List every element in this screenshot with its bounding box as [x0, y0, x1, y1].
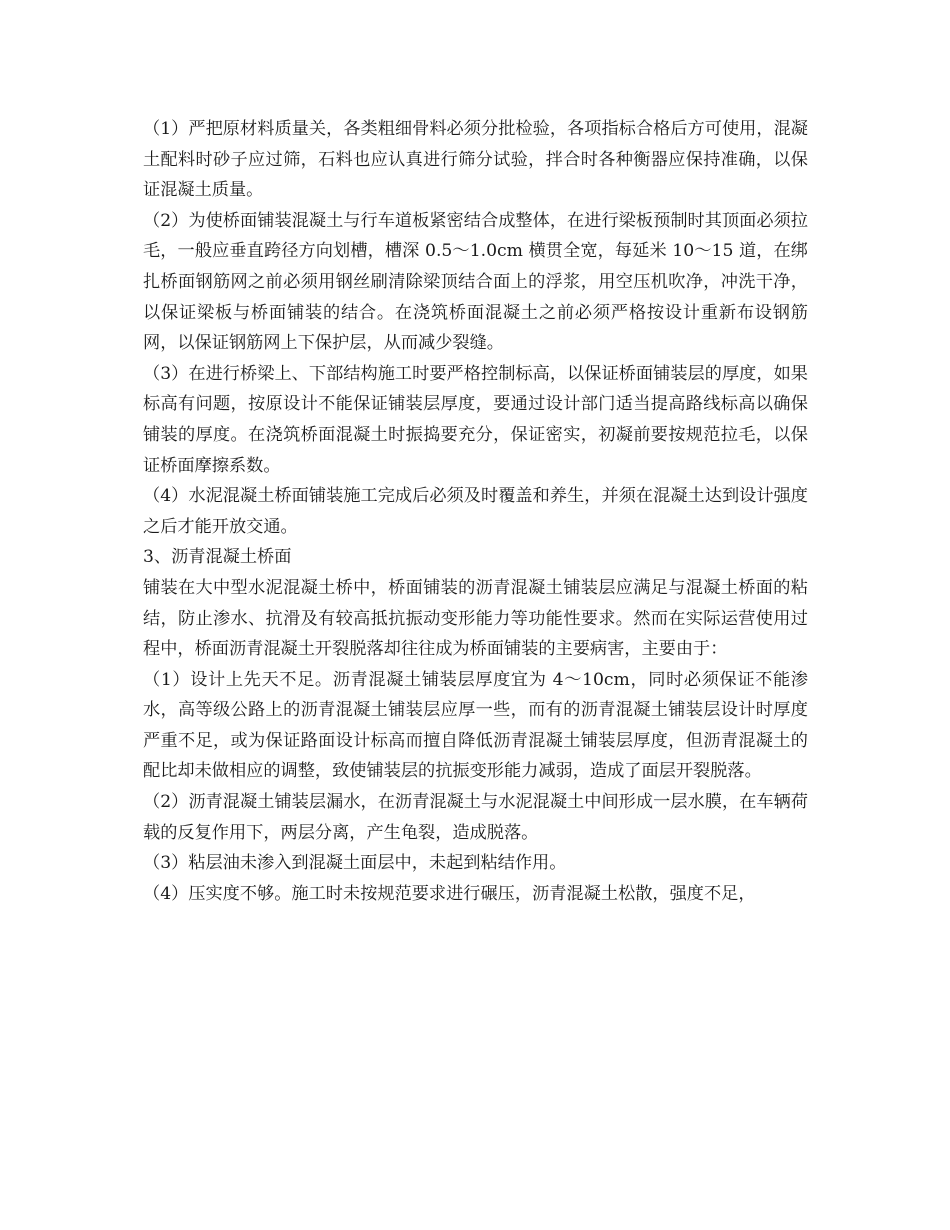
paragraph-elevation-control: （3）在进行桥梁上、下部结构施工时要严格控制标高，以保证桥面铺装层的厚度，如果标高有问题，按原设计不能保证铺装层厚度，要通过设计部门适当提高路线标高以确保铺装的厚度。在浇筑桥面混凝土时振捣要充分，保证密实，初凝前要按规范拉毛，以保证桥面摩擦系数。	[143, 363, 808, 476]
paragraph-design-deficiency: （1）设计上先天不足。沥青混凝土铺装层厚度宜为 4～10cm，同时必须保证不能渗水，高等级公路上的沥青混凝土铺装层应厚一些，而有的沥青混凝土铺装层设计时厚度严重不足，或为保证路面设计标高而擅自降低沥青混凝土铺装层厚度，但沥青混凝土的配比却未做相应的调整，致使铺装层的抗振变形能力减弱，造成了面层开裂脱落。	[143, 669, 808, 782]
document-body	[143, 114, 808, 909]
paragraph-curing: （4）水泥混凝土桥面铺装施工完成后必须及时覆盖和养生，并须在混凝土达到设计强度之后才能开放交通。	[143, 486, 808, 537]
paragraph-compaction: （4）压实度不够。施工时未按规范要求进行碾压，沥青混凝土松散，强度不足，	[143, 883, 756, 904]
paragraph-asphalt-intro: 铺装在大中型水泥混凝土桥中，桥面铺装的沥青混凝土铺装层应满足与混凝土桥面的粘结，防止渗水、抗滑及有较高抵抗振动变形能力等功能性要求。然而在实际运营使用过程中，桥面沥青混凝土开裂脱落却往往成为桥面铺装的主要病害，主要由于：	[143, 577, 808, 660]
paragraph-water-leakage: （2）沥青混凝土铺装层漏水，在沥青混凝土与水泥混凝土中间形成一层水膜，在车辆荷载的反复作用下，两层分离，产生龟裂，造成脱落。	[143, 792, 808, 843]
paragraph-tack-coat: （3）粘层油未渗入到混凝土面层中，未起到粘结作用。	[143, 853, 567, 874]
section-heading-asphalt-deck: 3、沥青混凝土桥面	[143, 547, 292, 568]
paragraph-deck-bonding: （2）为使桥面铺装混凝土与行车道板紧密结合成整体，在进行梁板预制时其顶面必须拉毛，一般应垂直跨径方向划槽，槽深 0.5～1.0cm 横贯全宽，每延米 10～15 道，在绑扎桥面钢筋网之前必须用钢丝刷清除梁顶结合面上的浮浆，用空压机吹净，冲洗干净，以保证梁板与桥面铺装的结合。在浇筑桥面混凝土之前必须严格按设计重新布设钢筋网，以保证钢筋网上下保护层，从而减少裂缝。	[143, 210, 808, 354]
paragraph-material-quality: （1）严把原材料质量关，各类粗细骨料必须分批检验，各项指标合格后方可使用，混凝土配料时砂子应过筛，石料也应认真进行筛分试验，拌合时各种衡器应保持准确，以保证混凝土质量。	[143, 119, 808, 201]
